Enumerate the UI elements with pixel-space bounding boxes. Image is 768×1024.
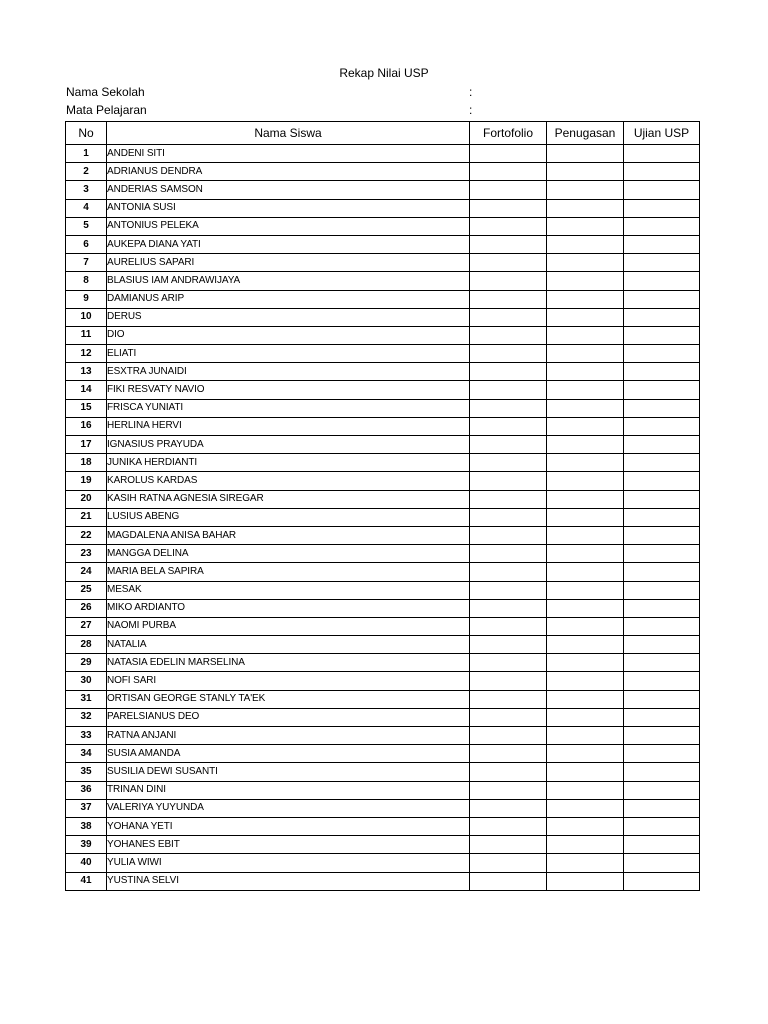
portfolio-cell <box>470 708 547 726</box>
table-row <box>66 508 700 526</box>
assignment-cell <box>547 345 624 363</box>
header-assignment: Penugasan <box>547 122 624 145</box>
portfolio-cell <box>470 254 547 272</box>
portfolio-cell <box>470 745 547 763</box>
table-row <box>66 617 700 635</box>
portfolio-cell <box>470 181 547 199</box>
student-name: NOFI SARI <box>107 672 470 690</box>
assignment-cell <box>547 472 624 490</box>
row-number: 27 <box>66 617 107 635</box>
row-number: 41 <box>66 872 107 890</box>
assignment-cell <box>547 708 624 726</box>
table-row <box>66 345 700 363</box>
table-row <box>66 763 700 781</box>
portfolio-cell <box>470 690 547 708</box>
usp-exam-cell <box>624 399 700 417</box>
assignment-cell <box>547 272 624 290</box>
row-number: 7 <box>66 254 107 272</box>
student-name: HERLINA HERVI <box>107 417 470 435</box>
row-number: 26 <box>66 599 107 617</box>
assignment-cell <box>547 436 624 454</box>
table-row <box>66 436 700 454</box>
portfolio-cell <box>470 472 547 490</box>
portfolio-cell <box>470 727 547 745</box>
header-student-name: Nama Siswa <box>107 122 470 145</box>
portfolio-cell <box>470 217 547 235</box>
usp-exam-cell <box>624 854 700 872</box>
row-number: 15 <box>66 399 107 417</box>
usp-exam-cell <box>624 181 700 199</box>
usp-exam-cell <box>624 708 700 726</box>
row-number: 9 <box>66 290 107 308</box>
header-portfolio: Fortofolio <box>470 122 547 145</box>
student-name: MESAK <box>107 581 470 599</box>
row-number: 32 <box>66 708 107 726</box>
portfolio-cell <box>470 817 547 835</box>
portfolio-cell <box>470 563 547 581</box>
table-row <box>66 363 700 381</box>
table-row <box>66 672 700 690</box>
student-name: PARELSIANUS DEO <box>107 708 470 726</box>
usp-exam-cell <box>624 545 700 563</box>
usp-exam-cell <box>624 727 700 745</box>
student-name: DIO <box>107 326 470 344</box>
student-name: YULIA WIWI <box>107 854 470 872</box>
usp-exam-cell <box>624 454 700 472</box>
row-number: 13 <box>66 363 107 381</box>
usp-exam-cell <box>624 817 700 835</box>
assignment-cell <box>547 599 624 617</box>
table-row <box>66 636 700 654</box>
assignment-cell <box>547 872 624 890</box>
student-name: BLASIUS IAM ANDRAWIJAYA <box>107 272 470 290</box>
usp-exam-cell <box>624 563 700 581</box>
table-row <box>66 235 700 253</box>
row-number: 16 <box>66 417 107 435</box>
student-name: ORTISAN GEORGE STANLY TA'EK <box>107 690 470 708</box>
row-number: 21 <box>66 508 107 526</box>
row-number: 30 <box>66 672 107 690</box>
usp-exam-cell <box>624 145 700 163</box>
portfolio-cell <box>470 763 547 781</box>
portfolio-cell <box>470 490 547 508</box>
assignment-cell <box>547 217 624 235</box>
subject-colon: : <box>469 103 473 117</box>
row-number: 1 <box>66 145 107 163</box>
assignment-cell <box>547 526 624 544</box>
portfolio-cell <box>470 417 547 435</box>
table-row <box>66 272 700 290</box>
usp-exam-cell <box>624 272 700 290</box>
table-row <box>66 326 700 344</box>
student-name: YOHANA YETI <box>107 817 470 835</box>
table-row <box>66 399 700 417</box>
student-name: ESXTRA JUNAIDI <box>107 363 470 381</box>
table-row <box>66 290 700 308</box>
student-name: SUSIA AMANDA <box>107 745 470 763</box>
portfolio-cell <box>470 163 547 181</box>
student-name: KAROLUS KARDAS <box>107 472 470 490</box>
student-name: MIKO ARDIANTO <box>107 599 470 617</box>
portfolio-cell <box>470 636 547 654</box>
student-name: LUSIUS ABENG <box>107 508 470 526</box>
table-row <box>66 545 700 563</box>
row-number: 40 <box>66 854 107 872</box>
assignment-cell <box>547 490 624 508</box>
portfolio-cell <box>470 235 547 253</box>
student-name: NATASIA EDELIN MARSELINA <box>107 654 470 672</box>
school-name-label: Nama Sekolah <box>66 85 145 99</box>
table-row <box>66 145 700 163</box>
table-row <box>66 836 700 854</box>
usp-exam-cell <box>624 508 700 526</box>
subject-label: Mata Pelajaran <box>66 103 147 117</box>
usp-exam-cell <box>624 436 700 454</box>
assignment-cell <box>547 836 624 854</box>
table-row <box>66 817 700 835</box>
assignment-cell <box>547 308 624 326</box>
row-number: 31 <box>66 690 107 708</box>
student-name: IGNASIUS PRAYUDA <box>107 436 470 454</box>
portfolio-cell <box>470 617 547 635</box>
student-name: ANDERIAS SAMSON <box>107 181 470 199</box>
table-row <box>66 381 700 399</box>
table-row <box>66 163 700 181</box>
usp-exam-cell <box>624 763 700 781</box>
portfolio-cell <box>470 545 547 563</box>
row-number: 23 <box>66 545 107 563</box>
student-name: YUSTINA SELVI <box>107 872 470 890</box>
portfolio-cell <box>470 363 547 381</box>
row-number: 25 <box>66 581 107 599</box>
table-row <box>66 599 700 617</box>
row-number: 3 <box>66 181 107 199</box>
table-row <box>66 181 700 199</box>
portfolio-cell <box>470 381 547 399</box>
portfolio-cell <box>470 272 547 290</box>
usp-exam-cell <box>624 599 700 617</box>
assignment-cell <box>547 727 624 745</box>
student-name: JUNIKA HERDIANTI <box>107 454 470 472</box>
student-name: FRISCA YUNIATI <box>107 399 470 417</box>
portfolio-cell <box>470 526 547 544</box>
assignment-cell <box>547 417 624 435</box>
portfolio-cell <box>470 581 547 599</box>
table-row <box>66 581 700 599</box>
row-number: 8 <box>66 272 107 290</box>
usp-exam-cell <box>624 417 700 435</box>
portfolio-cell <box>470 799 547 817</box>
table-row <box>66 308 700 326</box>
usp-exam-cell <box>624 836 700 854</box>
row-number: 12 <box>66 345 107 363</box>
portfolio-cell <box>470 199 547 217</box>
table-row <box>66 690 700 708</box>
table-row <box>66 727 700 745</box>
assignment-cell <box>547 199 624 217</box>
row-number: 6 <box>66 235 107 253</box>
student-name: NATALIA <box>107 636 470 654</box>
usp-exam-cell <box>624 363 700 381</box>
portfolio-cell <box>470 599 547 617</box>
table-row <box>66 708 700 726</box>
table-row <box>66 872 700 890</box>
student-name: TRINAN DINI <box>107 781 470 799</box>
table-row <box>66 563 700 581</box>
row-number: 34 <box>66 745 107 763</box>
row-number: 11 <box>66 326 107 344</box>
header-usp-exam: Ujian USP <box>624 122 700 145</box>
table-row <box>66 781 700 799</box>
row-number: 24 <box>66 563 107 581</box>
usp-exam-cell <box>624 345 700 363</box>
student-name: VALERIYA YUYUNDA <box>107 799 470 817</box>
assignment-cell <box>547 145 624 163</box>
assignment-cell <box>547 363 624 381</box>
assignment-cell <box>547 636 624 654</box>
usp-exam-cell <box>624 326 700 344</box>
student-name: MANGGA DELINA <box>107 545 470 563</box>
row-number: 22 <box>66 526 107 544</box>
header-no: No <box>66 122 107 145</box>
usp-exam-cell <box>624 654 700 672</box>
student-name: MARIA BELA SAPIRA <box>107 563 470 581</box>
table-row <box>66 490 700 508</box>
assignment-cell <box>547 181 624 199</box>
student-name: KASIH RATNA AGNESIA SIREGAR <box>107 490 470 508</box>
student-name: RATNA ANJANI <box>107 727 470 745</box>
student-name: MAGDALENA ANISA BAHAR <box>107 526 470 544</box>
portfolio-cell <box>470 308 547 326</box>
usp-exam-cell <box>624 617 700 635</box>
assignment-cell <box>547 381 624 399</box>
assignment-cell <box>547 745 624 763</box>
assignment-cell <box>547 545 624 563</box>
portfolio-cell <box>470 508 547 526</box>
usp-exam-cell <box>624 235 700 253</box>
student-name: DAMIANUS ARIP <box>107 290 470 308</box>
usp-exam-cell <box>624 745 700 763</box>
grade-table <box>65 121 700 891</box>
row-number: 37 <box>66 799 107 817</box>
table-row <box>66 799 700 817</box>
student-name: YOHANES EBIT <box>107 836 470 854</box>
row-number: 33 <box>66 727 107 745</box>
usp-exam-cell <box>624 526 700 544</box>
portfolio-cell <box>470 854 547 872</box>
usp-exam-cell <box>624 290 700 308</box>
portfolio-cell <box>470 654 547 672</box>
assignment-cell <box>547 508 624 526</box>
student-name: ANTONIA SUSI <box>107 199 470 217</box>
table-row <box>66 526 700 544</box>
assignment-cell <box>547 672 624 690</box>
assignment-cell <box>547 799 624 817</box>
usp-exam-cell <box>624 672 700 690</box>
usp-exam-cell <box>624 872 700 890</box>
table-row <box>66 417 700 435</box>
student-name: FIKI RESVATY NAVIO <box>107 381 470 399</box>
assignment-cell <box>547 817 624 835</box>
usp-exam-cell <box>624 381 700 399</box>
assignment-cell <box>547 781 624 799</box>
student-name: ANDENI SITI <box>107 145 470 163</box>
usp-exam-cell <box>624 199 700 217</box>
student-name: SUSILIA DEWI SUSANTI <box>107 763 470 781</box>
assignment-cell <box>547 581 624 599</box>
assignment-cell <box>547 763 624 781</box>
row-number: 38 <box>66 817 107 835</box>
usp-exam-cell <box>624 163 700 181</box>
usp-exam-cell <box>624 581 700 599</box>
school-name-colon: : <box>469 85 473 99</box>
assignment-cell <box>547 326 624 344</box>
table-row <box>66 654 700 672</box>
student-name: ADRIANUS DENDRA <box>107 163 470 181</box>
usp-exam-cell <box>624 636 700 654</box>
assignment-cell <box>547 617 624 635</box>
assignment-cell <box>547 235 624 253</box>
row-number: 28 <box>66 636 107 654</box>
assignment-cell <box>547 399 624 417</box>
table-row <box>66 254 700 272</box>
document-title: Rekap Nilai USP <box>339 66 429 80</box>
row-number: 19 <box>66 472 107 490</box>
row-number: 18 <box>66 454 107 472</box>
assignment-cell <box>547 690 624 708</box>
row-number: 35 <box>66 763 107 781</box>
row-number: 10 <box>66 308 107 326</box>
assignment-cell <box>547 454 624 472</box>
assignment-cell <box>547 290 624 308</box>
usp-exam-cell <box>624 781 700 799</box>
portfolio-cell <box>470 145 547 163</box>
assignment-cell <box>547 563 624 581</box>
usp-exam-cell <box>624 690 700 708</box>
student-name: ELIATI <box>107 345 470 363</box>
row-number: 20 <box>66 490 107 508</box>
row-number: 36 <box>66 781 107 799</box>
portfolio-cell <box>470 399 547 417</box>
table-header-row <box>66 122 700 145</box>
row-number: 29 <box>66 654 107 672</box>
usp-exam-cell <box>624 254 700 272</box>
student-name: ANTONIUS PELEKA <box>107 217 470 235</box>
portfolio-cell <box>470 326 547 344</box>
row-number: 14 <box>66 381 107 399</box>
assignment-cell <box>547 254 624 272</box>
portfolio-cell <box>470 345 547 363</box>
student-name: DERUS <box>107 308 470 326</box>
student-name: AURELIUS SAPARI <box>107 254 470 272</box>
table-row <box>66 217 700 235</box>
portfolio-cell <box>470 436 547 454</box>
assignment-cell <box>547 854 624 872</box>
row-number: 39 <box>66 836 107 854</box>
table-row <box>66 199 700 217</box>
table-row <box>66 472 700 490</box>
table-row <box>66 454 700 472</box>
usp-exam-cell <box>624 799 700 817</box>
usp-exam-cell <box>624 308 700 326</box>
table-row <box>66 854 700 872</box>
portfolio-cell <box>470 781 547 799</box>
portfolio-cell <box>470 672 547 690</box>
usp-exam-cell <box>624 472 700 490</box>
row-number: 2 <box>66 163 107 181</box>
row-number: 5 <box>66 217 107 235</box>
assignment-cell <box>547 163 624 181</box>
assignment-cell <box>547 654 624 672</box>
row-number: 17 <box>66 436 107 454</box>
portfolio-cell <box>470 290 547 308</box>
usp-exam-cell <box>624 217 700 235</box>
row-number: 4 <box>66 199 107 217</box>
usp-exam-cell <box>624 490 700 508</box>
portfolio-cell <box>470 872 547 890</box>
portfolio-cell <box>470 454 547 472</box>
student-name: NAOMI PURBA <box>107 617 470 635</box>
table-row <box>66 745 700 763</box>
portfolio-cell <box>470 836 547 854</box>
student-name: AUKEPA DIANA YATI <box>107 235 470 253</box>
